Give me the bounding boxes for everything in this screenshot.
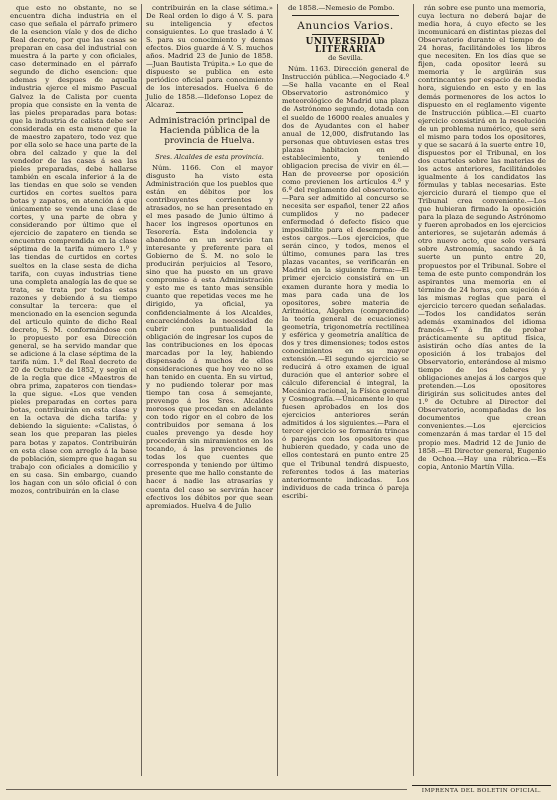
column-2-top-text: contribuirán en la clase sétima.» De Real orden lo digo á V. S. para su inteligencia y efectos consiguientes. Lo que traslado á V. S. para su conocimiento y demas efectos. Dios guarde á V. S. muchos años. Madrid 23 de Junio de 1858.—Juan Bautista Trúpita.» Lo que de dispuesto se publica en este periódico oficial para conocimiento de los interesados. Huelva 6 de Julio de 1858.—Ildefonso Lopez de Alcaraz.: [146, 4, 273, 109]
divider: [312, 34, 379, 35]
text-columns: [6, 4, 551, 776]
bottom-rule: [6, 789, 407, 790]
column-2-main-text: Núm. 1166. Con el mayor disgusto ha visto esta Administración que los pueblos que están en débitos por los contribuyentes corrientes y atrasados, no se han presentado en el mes pasado de Junio último á hacer los ingresos oportunos en Tesorería. Esta indolencia y abandono en un servicio tan interesante y preferente para el Gobierno de S. M. no solo le producirán perjuicios al Tesoro, sino que ha puesto en un grave compromiso á esta Administración y esto me es tanto mas sensible cuanto que repetidas veces me he dirigido, ya oficial, ya confidencialmente á los Alcaldes, encareciéndoles la necesidad de cubrir con puntualidad la obligación de ingresar los cupos de las contribuciones en los épocas marcadas por la ley, habiendo dispensado á muchos de ellos consideraciones que hoy veo no se han tenido en cuenta. En su virtud, y no pudiendo tolerar por mas tiempo tan cosa á semejante, prevengo á los Sres. Alcaldes morosos que procedan en adelante con todo rigor en el cobro de los contribuidos por semana á los cuales prevengo ya desde hoy procederán sin miramientos en los tocando, á las prevenciones de todas los que cuentes que corresponda y teniendo por último presente que me hallo constante de hacer á nadie las atrasarías y cuenta del caso se servirán hacer efectivos los débitos por que sean apremiados. Huelva 4 de Julio: [146, 163, 273, 510]
column-1-text: que esto no obstante, no se encuentra dicha industria en el caso que señala el párrafo primero de la esencion víale y dos de dicho Real decreto, por que las casas se preparan en casa del industrial con muestra á la parte y con oficiales, caso determinado en el párrafo segundo de dicho esencion: que ademas y despues de aquella industria ejerce el mismo Pascual Galvez la de Calista por cuenta propia que consiste en la venta de las pieles preparadas para botas: que la industria de calista debe ser considerada en esta menor que la de maestro zapatero, todo vez que por ella solo se hace una parte de la obra del calzado y que la del vendedor de las casas á sea las pieles preparadas, debe hallarse también en escala inferior á la de las tiendas en que solo se venden curtidos en cortes sueltos para botas y zapatos, en atención á que únicamente se vende una clase de cortes, y una parte de obra y considerando por último que el ejercicio de zapatero en tienda se encuentra comprendida en la clase séptima de la tarifa número 1.º y las tiendas de curtidos en cortes sueltos en la clase sesta de dicha tarifa, con cuyas industrias tiene una completa analogía las de que se trata, se trata por todas estas razones y debiendo á su tiempo consultar la tercera: que el mencionado en la esencion segunda del articulo quinto de dicho Real decreto, S. M. conformándose con lo propuesto por esa Dirección general, se ha servido mandar que se adicione á la clase séptima de la tarifa núm. 1.º del Real decreto de 20 de Octubre de 1852, y según el de la regla que dice «Maestros de obra prima, zapateros con tiendas» la que sigue. «Los que venden pieles preparadas en cortes para botas, contribuirán en esta clase y en la octava de dicha tarifa: y debiendo la siguiente: «Calistas, ó sean los que preparan las pieles para botas y zapatos. Contribuirán en esta clase con arreglo á la base de población, siempre que hagan su trabajo con oficiales a domicilio y en su casa. Sin embargo, cuando los hagan con un sólo oficial ó con mozos, contribuirán en la clase: [10, 4, 137, 495]
section-heading: Anuncios Varios.: [297, 20, 394, 33]
column-4: [414, 4, 550, 776]
column-1: [6, 4, 142, 776]
column-3-top-text: de 1858.—Nemesio de Pombo.: [288, 4, 395, 12]
university-subtitle: de Sevilla.: [328, 54, 363, 63]
administration-notice-title: Administración principal de Hacienda pública de la provincia de Huelva.: [148, 115, 271, 146]
column-3: [278, 4, 414, 776]
divider: [292, 15, 399, 16]
university-title: UNIVERSIDAD LITERARIA: [305, 37, 386, 56]
column-2: [142, 4, 278, 776]
divider: [176, 112, 243, 113]
column-3-main-text: Núm. 1163. Dirección general de Instrucción pública.—Negociado 4.º—Se halla vacante en el Real Observatorio astronómico y meteorológico de Madrid una plaza de Astrónomo segundo, dotada con el sueldo de 16000 reales anuales y dos de Ayudantes con el haber anual de 12,000, disfrutando las personas que obtuviesen estas tres plazas habitacion en el establecimiento, y teniendo obligacion precisa de vivir en él.—Han de proveerse por oposición como previenen los artículos 4.º y 6.º del reglamento del observatorio.—Para ser admitido al concurso se necesita ser español, tener 22 años cumplidos y no padecer enfermedad ó defecto físico que imposibilite para el desempeño de estos cargos.—Los ejercicios, que serán cinco, y todos, menos el último, comunes para las tres plazas vacantes, se verificarán en Madrid en la siguiente forma:—El primer ejercicio consistirá en un examen durante hora y media lo mas para cada una de los opositores, sobre materia de Aritmética, Algebra (comprendido la teoría general de ecuaciones) geometría, trigonometría rectilínea y esférica y geometría analítica de dos y tres dimensiones; todos estos conocimientos en su mayor extensión.—El segundo ejercicio se reducirá á otro examen de igual duración que el anterior sobre el cálculo diferencial é integral, la Mecánica racional, la Física general y Cosmografía.—Únicamente lo que fuesen aprobados en los dos ejercicios anteriores serán admitidos á los siguientes.—Para el tercer ejercicio se formarán trincas ó parejas con los opositores que hubieren quedado, y cada uno de ellos contestará en punto entre 25 que el Tribunal tendrá dispuesto, referentes todos á las materias anteriormente indicadas. Los individuos de cada trinca ó pareja escribi-: [282, 65, 409, 500]
administration-notice-addressee: Sres. Alcaldes de esta provincia.: [155, 152, 264, 161]
printer-imprint: IMPRENTA DEL BOLETIN OFICIAL.: [412, 785, 551, 794]
divider: [176, 149, 243, 150]
column-4-main-text: rán sobre ese punto una memoria, cuya lectura no deberá bajar de media hora, á cuyo efecto se les incomunicará en distintas piezas del Observatorio durante el tiempo de 24 horas, facilitándoles los libros que necesiten. En los días que se fijen, cada opositor leerá su memoria y le argüirán sus contrincantes por espacio de media hora, siguiendo en esto y en las demás pormenores de los actos lo dispuesto en el reglamento vigente de Instrucción pública.—El cuarto ejercicio consistirá en la resolución de un problema numérico, que será el mismo para todos los opositores, y que se sacará á la suerte entre 10, dispuestos por el Tribunal, en los dos cuarteles sobre las materias de los actos anteriores, facilitándoles igualmente á los candidatos las fórmulas y tablas necesarias. Este ejercicio durará el tiempo que el Tribunal crea conveniente.—Los que hubieran firmado la oposición para la plaza de segundo Astrónomo y fueren aprobados en los ejercicios anteriores, se sujetarán además á otro nuevo acto, que solo versará sobre Astronomía, sacando á la suerte un punto entre 20, propuestos por el Tribunal. Sobre el tema de este punto compondrán los aspirantes una memoria en el término de 24 horas, con sujeción á las mismas reglas que para el ejercicio tercero quedan señaladas.—Todos los candidatos serán además examinados del idioma francés.—Y á fin de probar prácticamente su aptitud física, asistirán ocho días antes de la oposición á los trabajos del Observatorio, enterándose al mismo tiempo de los deberes y obligaciones anejas á los cargos que pretenden.—Los opositores dirigirán sus solicitudes antes del 1.º de Octubre al Director del Observatorio, acompañadas de los documentos que crean convenientes.—Los ejercicios comenzarán á mas tardar el 15 del propio mes. Madrid 12 de Junio de 1858.—El Director general, Eugenio de Ochoa.—Hay una rúbrica.—Es copia, Antonio Martín Villa.: [418, 4, 546, 471]
